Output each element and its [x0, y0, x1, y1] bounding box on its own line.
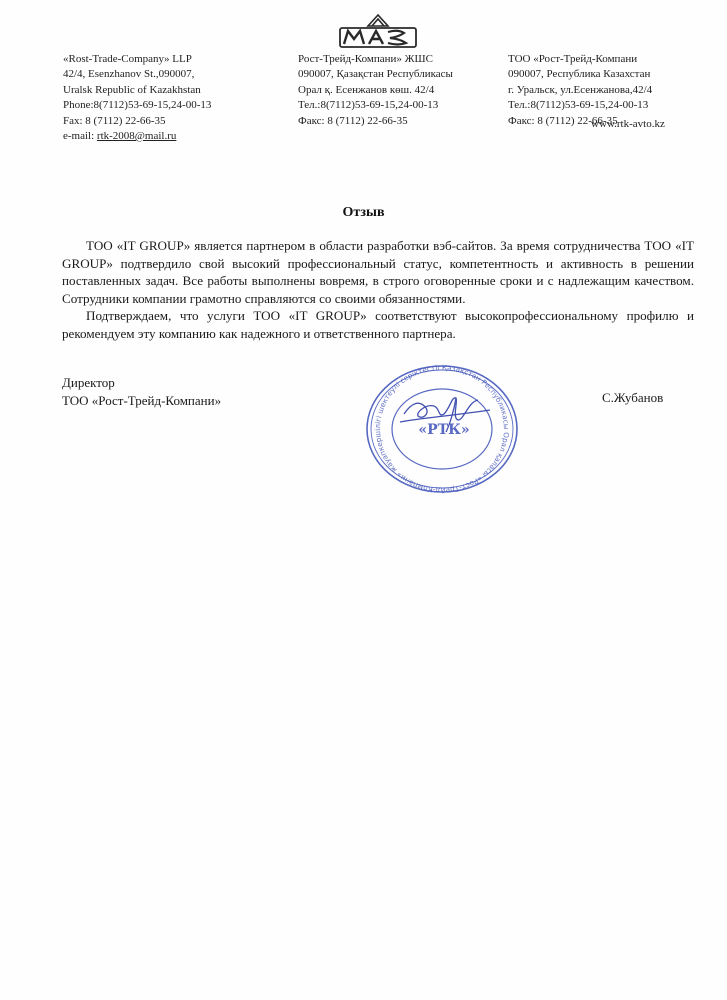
signatory-company: ТОО «Рост-Трейд-Компани» [62, 392, 222, 408]
phone-en: Phone:8(7112)53-69-15,24-00-13 [63, 99, 212, 112]
address-kz-country: 090007, Қазақстан Республикасы [298, 68, 453, 81]
website-link[interactable]: www.rtk-avto.kz [591, 118, 665, 130]
signatory-name: С.Жубанов [602, 390, 664, 405]
email-line [63, 129, 211, 144]
stamp-ring-path: Қазақстан Республикасы Орал қаласы «Рост-Трейд-Компани» жауапкершілігі шектеулі серіктестіг [372, 362, 512, 496]
address-ru-country: 090007, Республика Казахстан [508, 68, 651, 81]
phone-ru: Тел.:8(7112)53-69-15,24-00-13 [508, 99, 649, 112]
stamp-center-text: «РТК» [418, 422, 470, 438]
email-link[interactable]: rtk-2008@mail.ru [96, 130, 177, 143]
company-stamp [360, 362, 524, 496]
email-label: e-mail: [63, 130, 95, 143]
fax-ru: Факс: 8 (7112) 22-66-35 [508, 114, 618, 127]
fax-kz: Факс: 8 (7112) 22-66-35 [298, 114, 408, 127]
header-english-block [63, 52, 211, 144]
signatory-position: Директор [62, 375, 115, 390]
address-en-city: Uralsk Republic of Kazakhstan [63, 83, 201, 96]
body-paragraph-1: ТОО «IT GROUP» является партнером в области разработки вэб-сайтов. За время сотрудничества ТОО «IT GROUP» подтвердило свой высокий профессиональный статус, компетентность и активность в решении поставленных задач. Все работы выполнены вовремя, в строго оговоренные сроки и с надлежащим качеством. Сотрудники компании грамотно справляются со своими обязанностями. [62, 238, 694, 306]
address-kz-street: Орал қ. Есенжанов көш. 42/4 [298, 83, 435, 96]
company-name-kz: Рост-Трейд-Компани» ЖШС [298, 53, 433, 65]
address-en-street: 42/4, Esenzhanov St.,090007, [63, 68, 195, 81]
maz-logo [334, 12, 422, 52]
document-body [62, 237, 694, 343]
body-paragraph-2: Подтверждаем, что услуги ТОО «IT GROUP» соответствуют высокопрофессиональному профилю и рекомендуем эту компанию как надежного и ответственного партнера. [62, 308, 694, 341]
document-title: Отзыв [342, 205, 385, 220]
fax-en: Fax: 8 (7112) 22-66-35 [63, 114, 166, 127]
company-name-ru: ТОО «Рост-Трейд-Компани [508, 53, 638, 65]
header-kazakh-block [298, 52, 453, 129]
address-ru-street: г. Уральск, ул.Есенжанова,42/4 [508, 83, 653, 96]
signatory-block [62, 374, 221, 409]
phone-kz: Тел.:8(7112)53-69-15,24-00-13 [298, 99, 439, 112]
company-name-en: «Rost-Trade-Company» LLP [63, 53, 192, 65]
